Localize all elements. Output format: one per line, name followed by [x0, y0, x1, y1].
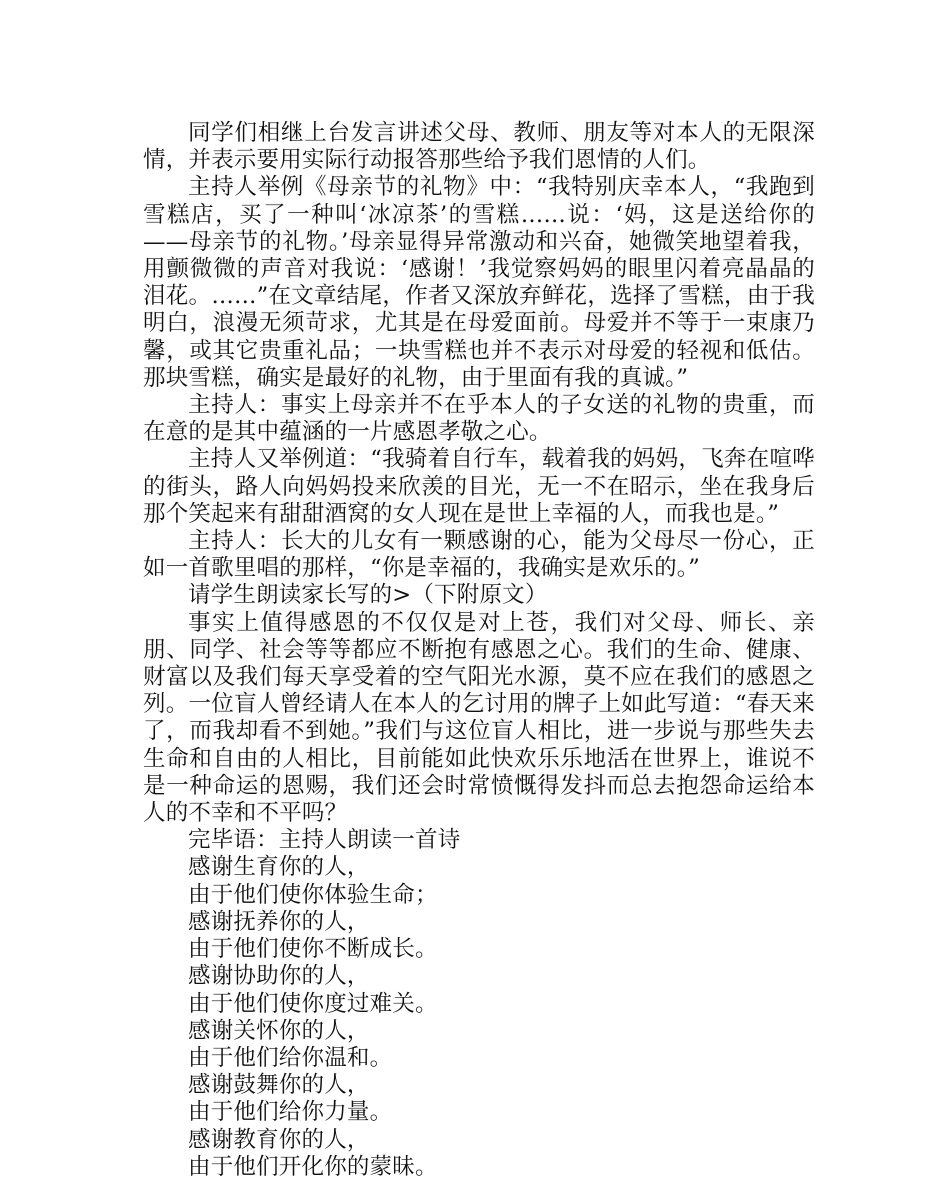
poem-line: 由于他们使你度过难关。	[188, 990, 438, 1017]
paragraph-closing: 完毕语：主持人朗读一首诗	[188, 827, 461, 854]
poem-line: 由于他们使你不断成长。	[188, 936, 438, 963]
poem-line: 由于他们给你温和。	[188, 1044, 393, 1071]
paragraph-host-comment-1: 主持人：事实上母亲并不在乎本人的子女送的礼物的贵重，而在意的是其中蕴涵的一片感恩孝敬之心。	[143, 392, 815, 446]
poem-line: 感谢教育你的人，	[188, 1126, 370, 1153]
poem-line: 由于他们使你体验生命；	[188, 881, 438, 908]
poem-line: 感谢关怀你的人，	[188, 1017, 370, 1044]
paragraph-students-speak: 同学们相继上台发言讲述父母、教师、朋友等对本人的无限深情，并表示要用实际行动报答那些给予我们恩情的人们。	[143, 120, 815, 174]
poem-line: 感谢协助你的人，	[188, 963, 370, 990]
paragraph-mothers-day-gift: 主持人举例《母亲节的礼物》中：“我特别庆幸本人，“我跑到雪糕店，买了一种叫‘冰凉茶’的雪糕……说：‘妈，这是送给你的——母亲节的礼物。’母亲显得异常激动和兴奋，她微笑地望着我，用颤微微的声音对我说：‘感谢！’我觉察妈妈的眼里闪着亮晶晶的泪花。……”在文章结尾，作者又深放弃鲜花，选择了雪糕，由于我明白，浪漫无须苛求，尤其是在母爱面前。母爱并不等于一束康乃馨，或其它贵重礼品；一块雪糕也并不表示对母爱的轻视和低估。那块雪糕，确实是最好的礼物，由于里面有我的真诚。”	[143, 174, 815, 391]
poem	[143, 854, 815, 1180]
paragraph-host-comment-2: 主持人：长大的儿女有一颗感谢的心，能为父母尽一份心，正如一首歌里唱的那样，“你是幸福的，我确实是欢乐的。”	[143, 528, 815, 582]
poem-line: 感谢抚养你的人，	[188, 908, 370, 935]
document-page	[143, 120, 815, 1181]
poem-line: 感谢鼓舞你的人，	[188, 1072, 370, 1099]
poem-line: 感谢生育你的人，	[188, 854, 370, 881]
poem-line: 由于他们给你力量。	[188, 1099, 393, 1126]
paragraph-bicycle-example: 主持人又举例道：“我骑着自行车，载着我的妈妈，飞奔在喧哗的街头，路人向妈妈投来欣羡的目光，无一不在昭示，坐在我身后那个笑起来有甜甜酒窝的女人现在是世上幸福的人，而我也是。”	[143, 446, 815, 527]
paragraph-parent-letter: 请学生朗读家长写的>（下附原文）	[188, 582, 548, 609]
poem-line: 由于他们开化你的蒙昧。	[188, 1153, 438, 1180]
paragraph-gratitude: 事实上值得感恩的不仅仅是对上苍，我们对父母、师长、亲朋、同学、社会等等都应不断抱有感恩之心。我们的生命、健康、财富以及我们每天享受着的空气阳光水源，莫不应在我们的感恩之列。一位盲人曾经请人在本人的乞讨用的牌子上如此写道：“春天来了，而我却看不到她。”我们与这位盲人相比，进一步说与那些失去生命和自由的人相比，目前能如此快欢乐乐地活在世界上，谁说不是一种命运的恩赐，我们还会时常愤慨得发抖而总去抱怨命运给本人的不幸和不平吗？	[143, 609, 815, 827]
